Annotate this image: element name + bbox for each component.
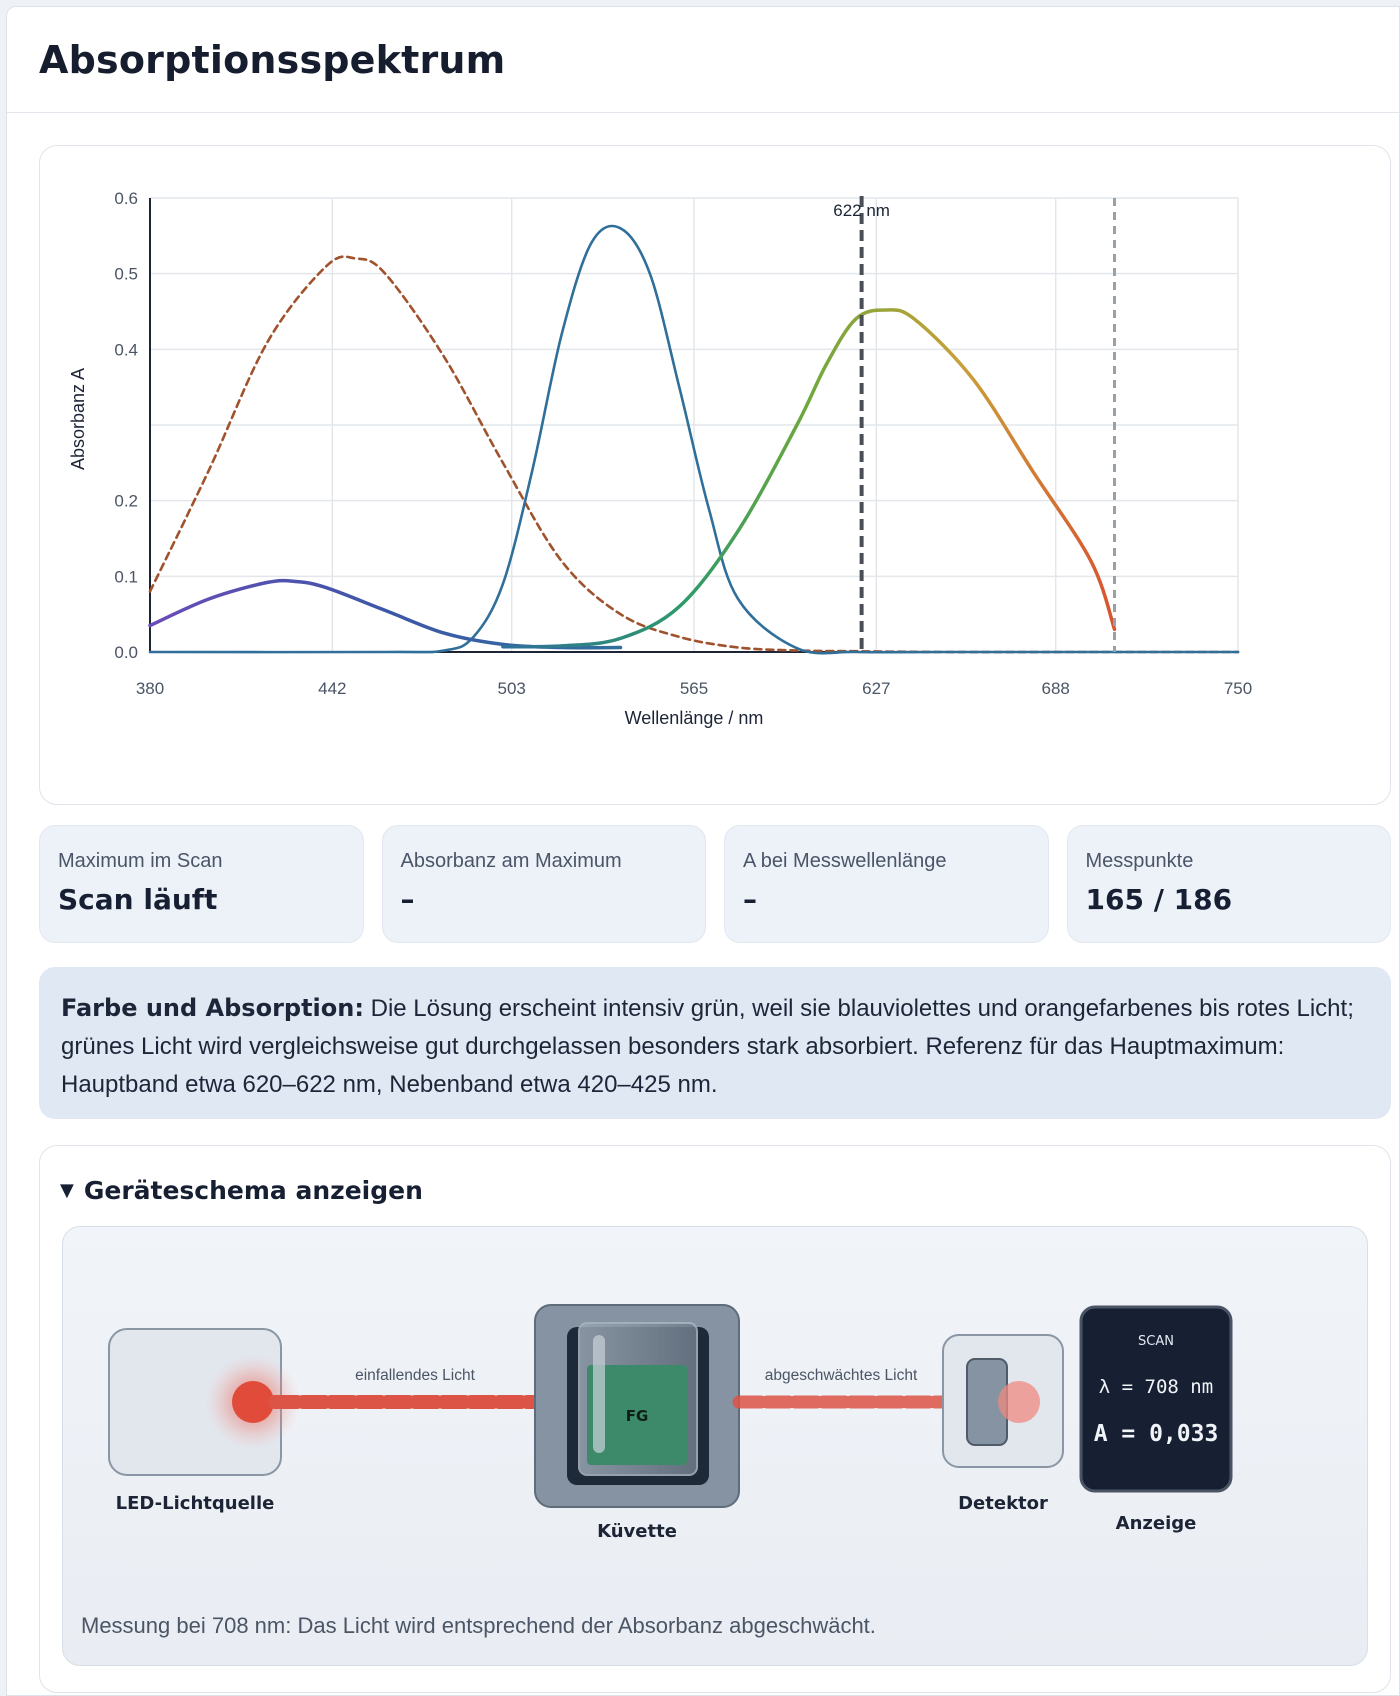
schema-diagram xyxy=(62,1226,1368,1666)
x-axis-label: Wellenlänge / nm xyxy=(624,708,764,728)
stat-card-max-scan xyxy=(39,825,364,943)
info-title: Farbe und Absorption: xyxy=(61,994,364,1022)
triangle-down-icon: ▼ xyxy=(60,1180,74,1201)
display-label: Anzeige xyxy=(1115,1513,1197,1534)
stat-label: Maximum im Scan xyxy=(58,850,223,872)
stat-label: A bei Messwellenlänge xyxy=(743,850,947,872)
y-tick-label: 0.0 xyxy=(114,643,138,662)
incident-label: einfallendes Licht xyxy=(355,1367,475,1384)
info-box xyxy=(39,967,1391,1119)
detector-label: Detektor xyxy=(958,1493,1048,1514)
x-tick-label: 750 xyxy=(1223,679,1253,698)
y-axis-label: Absorbanz A xyxy=(68,367,88,471)
series-spectrum-line xyxy=(503,310,1115,647)
stat-value: 165 / 186 xyxy=(1085,883,1233,916)
page-title: Absorptionsspektrum xyxy=(39,37,506,82)
x-tick-label: 565 xyxy=(679,679,709,698)
stat-label: Messpunkte xyxy=(1085,850,1194,872)
y-tick-label: 0.5 xyxy=(114,264,138,284)
stat-card-absorbance-max xyxy=(382,825,707,943)
x-tick-label: 688 xyxy=(1041,679,1070,698)
stats-row xyxy=(39,825,1391,943)
peak-marker-label: 622 nm xyxy=(833,201,890,220)
cuvette-text: FG xyxy=(625,1407,649,1425)
led-icon xyxy=(232,1381,274,1423)
cuvette-reflection xyxy=(593,1335,605,1453)
stat-card-measure-points xyxy=(1067,825,1392,943)
x-tick-label: 503 xyxy=(497,679,526,698)
stat-value: Scan läuft xyxy=(58,883,218,916)
display-absorbance: A = 0,033 xyxy=(1093,1421,1219,1447)
spectrum-chart xyxy=(40,146,1392,806)
stat-card-absorbance-wavelength xyxy=(724,825,1049,943)
display-mode: SCAN xyxy=(1138,1334,1174,1349)
cuvette-label: Küvette xyxy=(597,1521,677,1542)
schema-card xyxy=(39,1145,1391,1693)
y-tick-label: 0.1 xyxy=(114,567,138,587)
page-header xyxy=(7,7,1399,113)
spectrum-chart-card xyxy=(39,145,1391,805)
detector-light-spot xyxy=(998,1381,1040,1423)
y-tick-label: 0.6 xyxy=(114,189,138,208)
led-label: LED-Lichtquelle xyxy=(115,1493,275,1514)
x-tick-label: 380 xyxy=(135,679,165,698)
stat-value: – xyxy=(743,883,757,916)
x-tick-label: 627 xyxy=(862,679,891,698)
y-tick-label: 0.2 xyxy=(114,491,138,511)
info-text: Die Lösung erscheint intensiv grün, weil sie blauviolettes und orangefarbenes bis rotes Licht; grünes Licht wird vergleichsweise gut durchgelassen besonders stark absorbiert. Referenz für das Hauptmaximum: Hauptband etwa 620–622 nm, Nebenband etwa 420–425 nm. xyxy=(61,995,1354,1098)
app-page xyxy=(6,6,1400,1696)
schema-svg xyxy=(63,1227,1369,1607)
schema-toggle[interactable] xyxy=(60,1176,423,1205)
attenuated-label: abgeschwächtes Licht xyxy=(764,1367,918,1384)
stat-label: Absorbanz am Maximum xyxy=(400,850,622,872)
schema-note: Messung bei 708 nm: Das Licht wird entsprechend der Absorbanz abgeschwächt. xyxy=(81,1613,876,1638)
stat-value: – xyxy=(400,883,415,916)
y-tick-label: 0.4 xyxy=(114,340,138,360)
x-tick-label: 442 xyxy=(318,679,347,698)
series-violet-line xyxy=(150,581,621,648)
display-lambda: λ = 708 nm xyxy=(1098,1376,1214,1398)
schema-toggle-label: Geräteschema anzeigen xyxy=(83,1176,423,1205)
